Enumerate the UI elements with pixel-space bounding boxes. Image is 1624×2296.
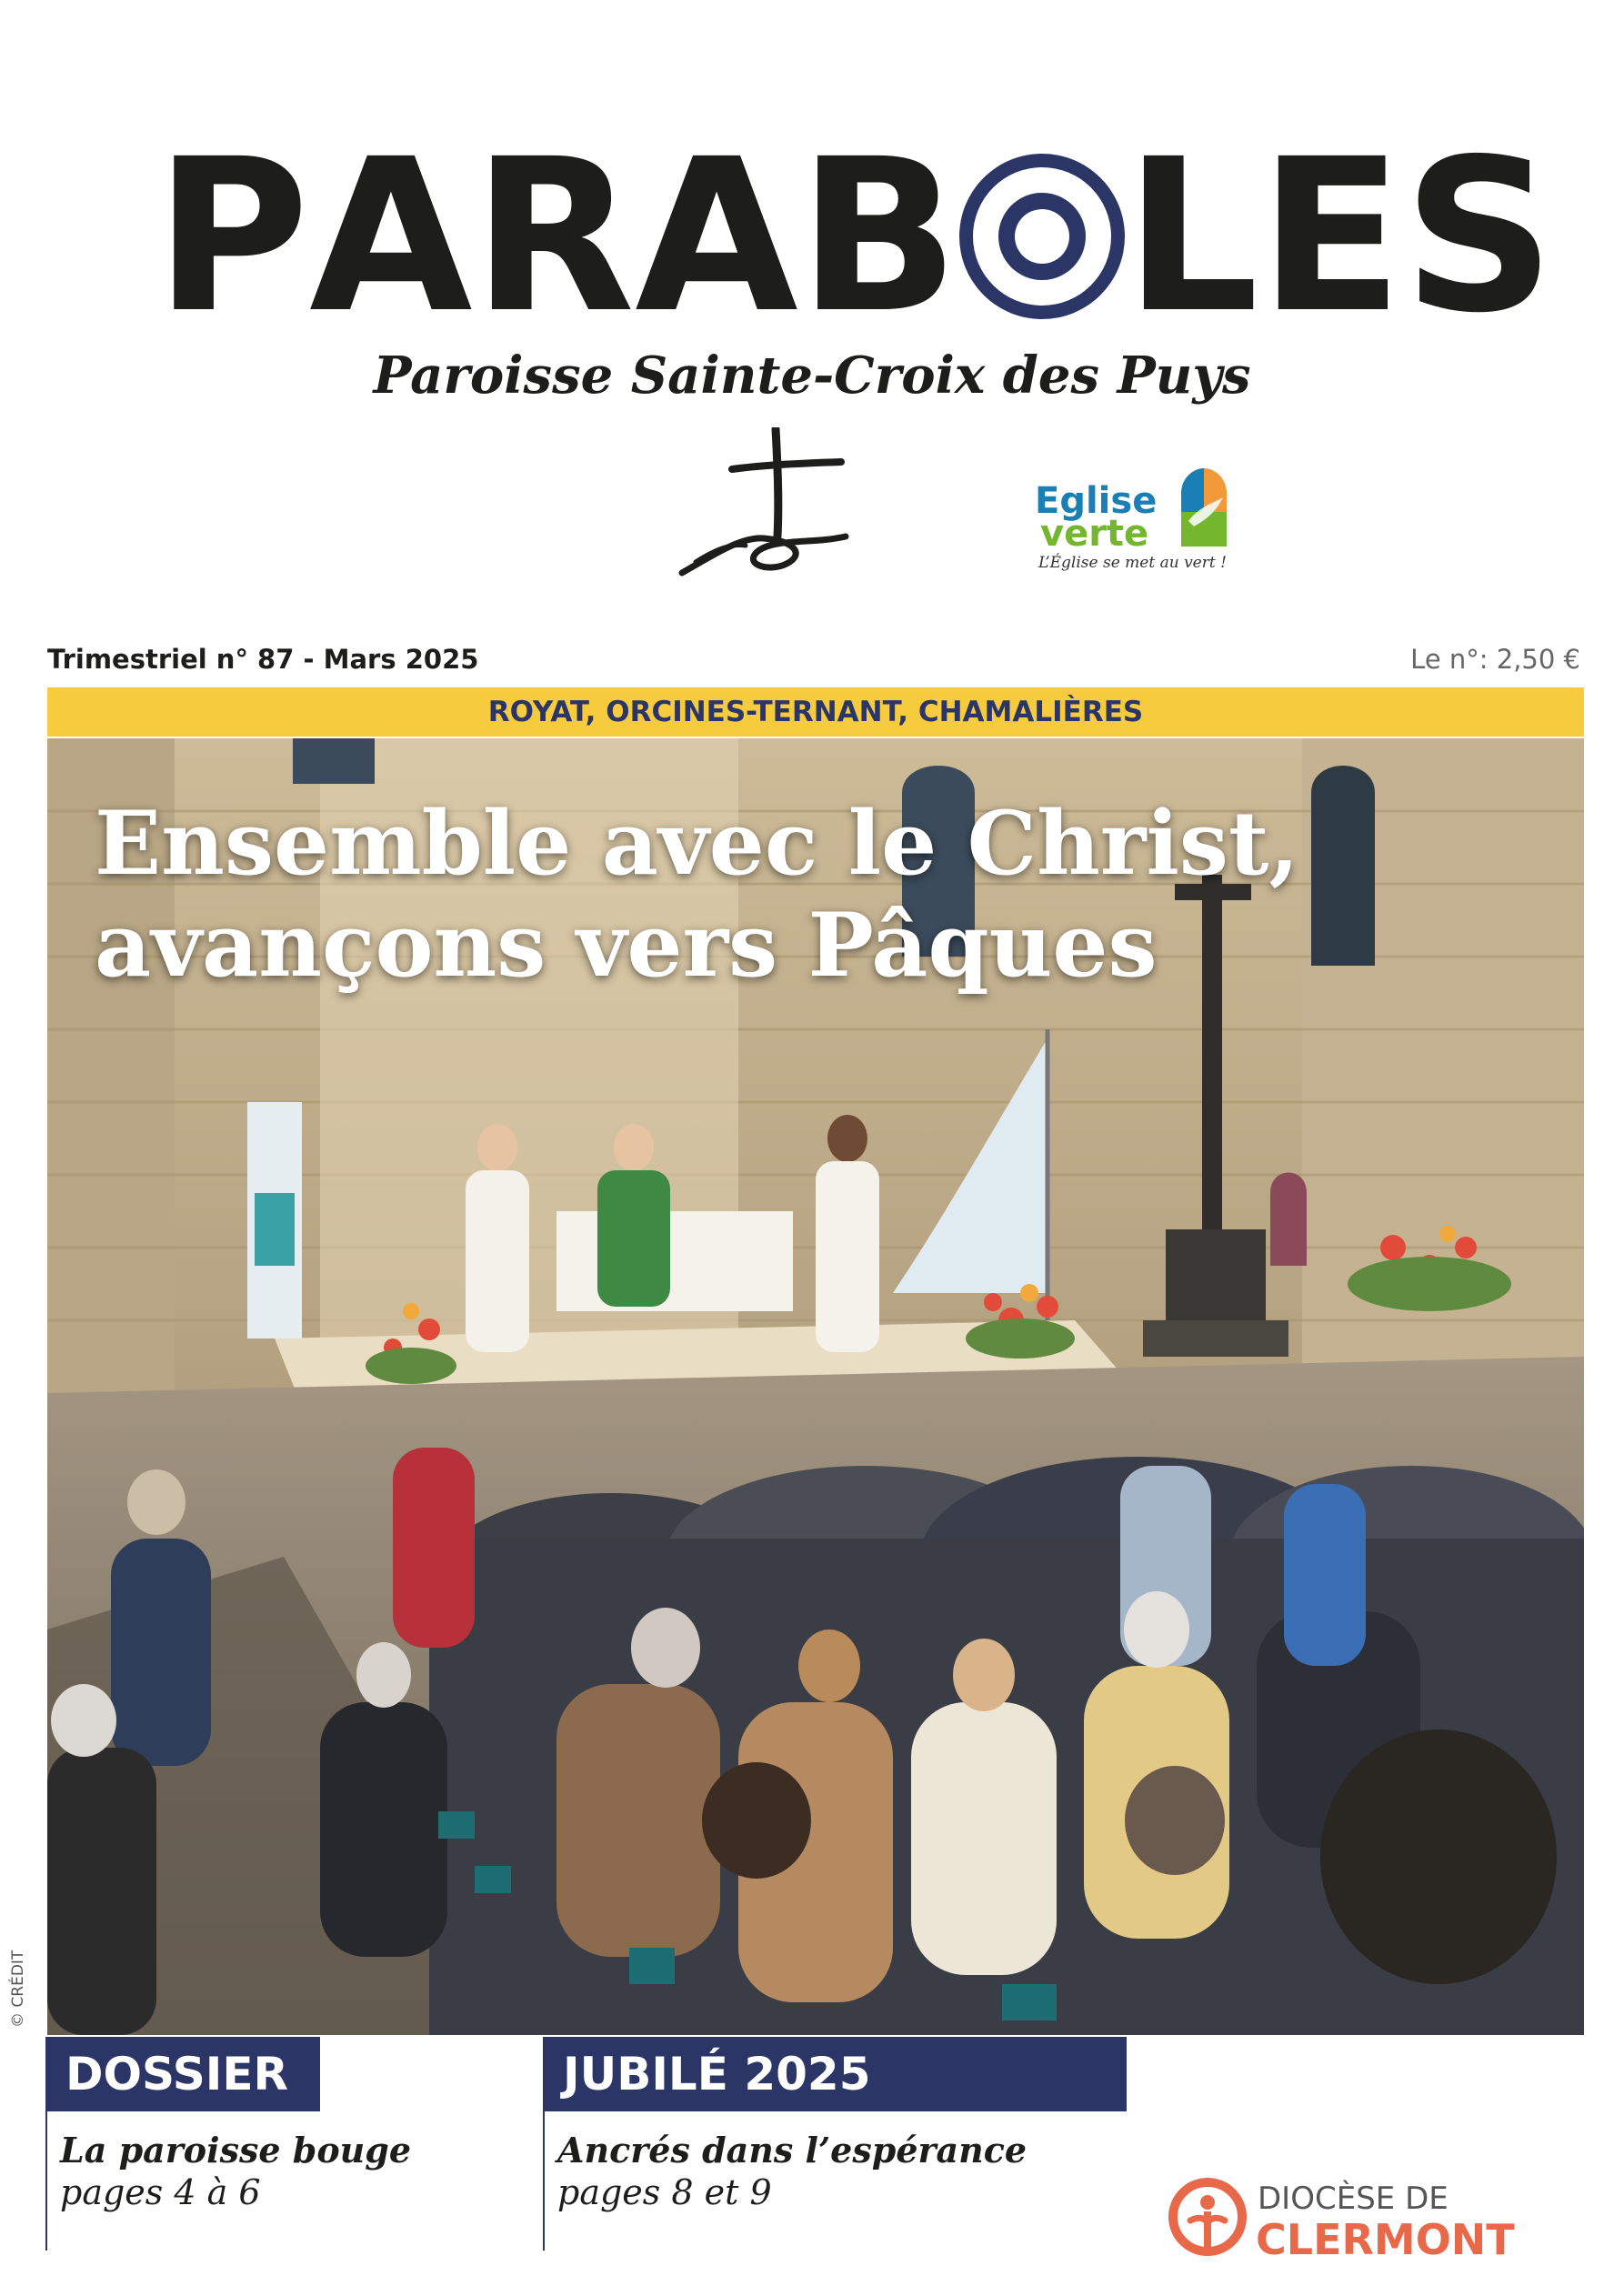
eglise-verte-logo: [1028, 459, 1228, 577]
eglise-verte-tagline: L’Église se met au vert !: [1038, 554, 1227, 572]
dossier-title: La paroisse bouge: [60, 2130, 412, 2171]
masthead-letter: E: [1258, 114, 1403, 359]
dossier-teaser[interactable]: [45, 2037, 536, 2251]
masthead-letter: A: [309, 114, 473, 359]
towns-band-text: ROYAT, ORCINES-TERNANT, CHAMALIÈRES: [487, 696, 1144, 728]
parish-subtitle: Paroisse Sainte-Croix des Puys: [373, 346, 1251, 406]
masthead-letter: S: [1403, 114, 1556, 359]
masthead-letter: P: [155, 114, 310, 359]
dossier-tag: DOSSIER: [47, 2037, 320, 2111]
parish-cross-icon: [677, 427, 859, 582]
eglise-verte-word1: Eglise: [1035, 480, 1158, 522]
masthead-letter: R: [472, 114, 636, 359]
diocese-emblem-icon: [1167, 2175, 1248, 2259]
jubile-pages: pages 8 et 9: [557, 2172, 772, 2212]
masthead-o-ring-icon: [959, 154, 1125, 319]
cover-headline: [95, 793, 1299, 997]
jubile-teaser[interactable]: [543, 2037, 1143, 2251]
jubile-title: Ancrés dans l’espérance: [557, 2130, 1028, 2171]
photo-credit: © CRÉDIT: [9, 1950, 27, 2028]
masthead-title: [155, 114, 1556, 359]
issue-price: Le n°: 2,50 €: [1410, 644, 1580, 675]
diocese-line2: CLERMONT: [1256, 2215, 1515, 2264]
dossier-pages: pages 4 à 6: [60, 2172, 261, 2212]
masthead-letter: B: [797, 114, 959, 359]
masthead-letter: L: [1124, 114, 1259, 359]
cover-headline-line1: Ensemble avec le Christ,: [95, 792, 1299, 895]
masthead-letter: A: [635, 114, 798, 359]
diocese-line1: DIOCÈSE DE: [1258, 2181, 1449, 2217]
cover-headline-line2: avançons vers Pâques: [95, 894, 1158, 997]
eglise-verte-dove-icon: [1178, 466, 1230, 548]
eglise-verte-word2: verte: [1040, 513, 1149, 555]
cover-photo: [47, 738, 1584, 2035]
issue-number: Trimestriel n° 87 - Mars 2025: [47, 644, 479, 675]
jubile-tag: JUBILÉ 2025: [545, 2037, 1127, 2111]
towns-band: [47, 687, 1584, 737]
diocese-logo: [1167, 2175, 1567, 2266]
